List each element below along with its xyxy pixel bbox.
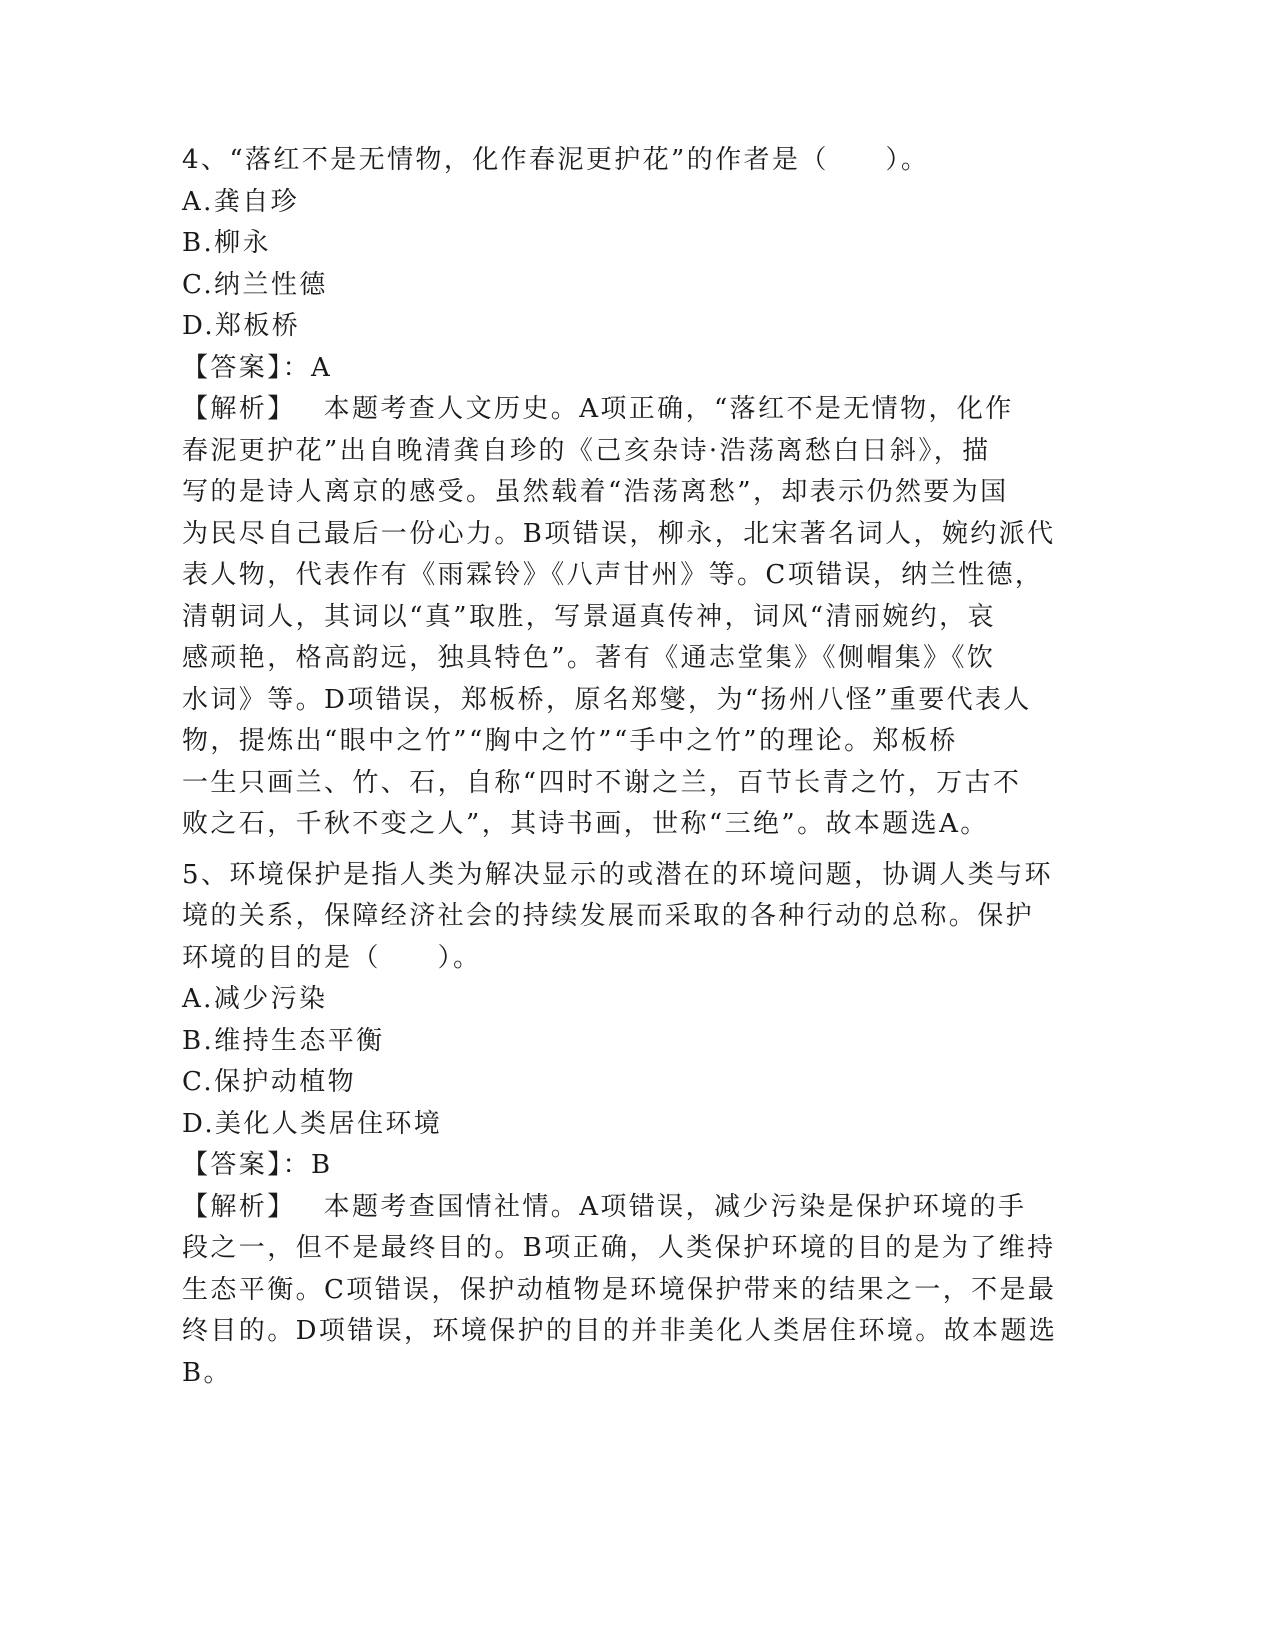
- analysis-line: 为民尽自己最后一份心力。B项错误，柳永，北宋著名词人，婉约派代: [182, 518, 1056, 549]
- option-a: A.减少污染: [182, 984, 328, 1014]
- analysis-line: 水词》等。D项错误，郑板桥，原名郑燮，为“扬州八怪”重要代表人: [182, 684, 1032, 715]
- analysis-line: 感顽艳，格高韵远，独具特色”。著有《通志堂集》《侧帽集》《饮: [182, 643, 996, 673]
- analysis-line: 【解析】 本题考查国情社情。A项错误，减少污染是保护环境的手: [182, 1191, 1027, 1222]
- analysis-line: 一生只画兰、竹、石，自称“四时不谢之兰，百节长青之竹，万古不: [182, 767, 1022, 798]
- analysis-line: 写的是诗人离京的感受。虽然载着“浩荡离愁”，却表示仍然要为国: [182, 477, 1009, 507]
- question-4: [182, 140, 1087, 846]
- option-c: C.纳兰性德: [182, 269, 328, 300]
- question-5: [182, 855, 1087, 1395]
- analysis-line: 物，提炼出“眼中之竹”“胸中之竹”“手中之竹”的理论。郑板桥: [182, 726, 958, 756]
- analysis-line: 【解析】 本题考查人文历史。A项正确，“落红不是无情物，化作: [182, 394, 1014, 424]
- analysis: [182, 389, 1087, 846]
- analysis: [182, 1187, 1087, 1395]
- question-stem: 5、环境保护是指人类为解决显示的或潜在的环境问题，协调人类与环: [182, 859, 1053, 890]
- option-b: B.柳永: [182, 228, 271, 258]
- analysis-line: 表人物，代表作有《雨霖铃》《八声甘州》等。C项错误，纳兰性德，: [182, 560, 1044, 590]
- answer-label: 【答案】：: [182, 1150, 312, 1180]
- analysis-label: 【解析】: [182, 394, 296, 424]
- option-a: A.龚自珍: [182, 186, 300, 217]
- answer-label: 【答案】：: [182, 352, 312, 383]
- analysis-line: 段之一，但不是最终目的。B项正确，人类保护环境的目的是为了维持: [182, 1233, 1056, 1263]
- analysis-line: B。: [182, 1357, 232, 1388]
- answer-line: [182, 348, 1087, 390]
- question-stem: 环境的目的是（ ）。: [182, 942, 482, 973]
- option-b: B.维持生态平衡: [182, 1025, 385, 1056]
- question-stem: 4、“落红不是无情物，化作春泥更护花”的作者是（ ）。: [182, 145, 930, 175]
- option-d: D.美化人类居住环境: [182, 1108, 443, 1139]
- analysis-label: 【解析】: [182, 1191, 296, 1222]
- answer-value: A: [311, 352, 333, 383]
- analysis-line: 生态平衡。C项错误，保护动植物是环境保护带来的结果之一，不是最: [182, 1274, 1057, 1305]
- analysis-line: 清朝词人，其词以“真”取胜，写景逼真传神，词风“清丽婉约，哀: [182, 601, 996, 632]
- answer-line: [182, 1145, 1087, 1187]
- answer-value: B: [311, 1150, 333, 1180]
- document-page: [182, 140, 1087, 1394]
- question-stem: 境的关系，保障经济社会的持续发展而采取的各种行动的总称。保护: [182, 901, 1035, 931]
- analysis-line: 春泥更护花”出自晚清龚自珍的《己亥杂诗·浩荡离愁白日斜》，描: [182, 435, 991, 466]
- analysis-line: 终目的。D项错误，环境保护的目的并非美化人类居住环境。故本题选: [182, 1316, 1058, 1346]
- option-d: D.郑板桥: [182, 311, 301, 341]
- analysis-line: 败之石，千秋不变之人”，其诗书画，世称“三绝”。故本题选A。: [182, 809, 989, 839]
- option-c: C.保护动植物: [182, 1067, 357, 1097]
